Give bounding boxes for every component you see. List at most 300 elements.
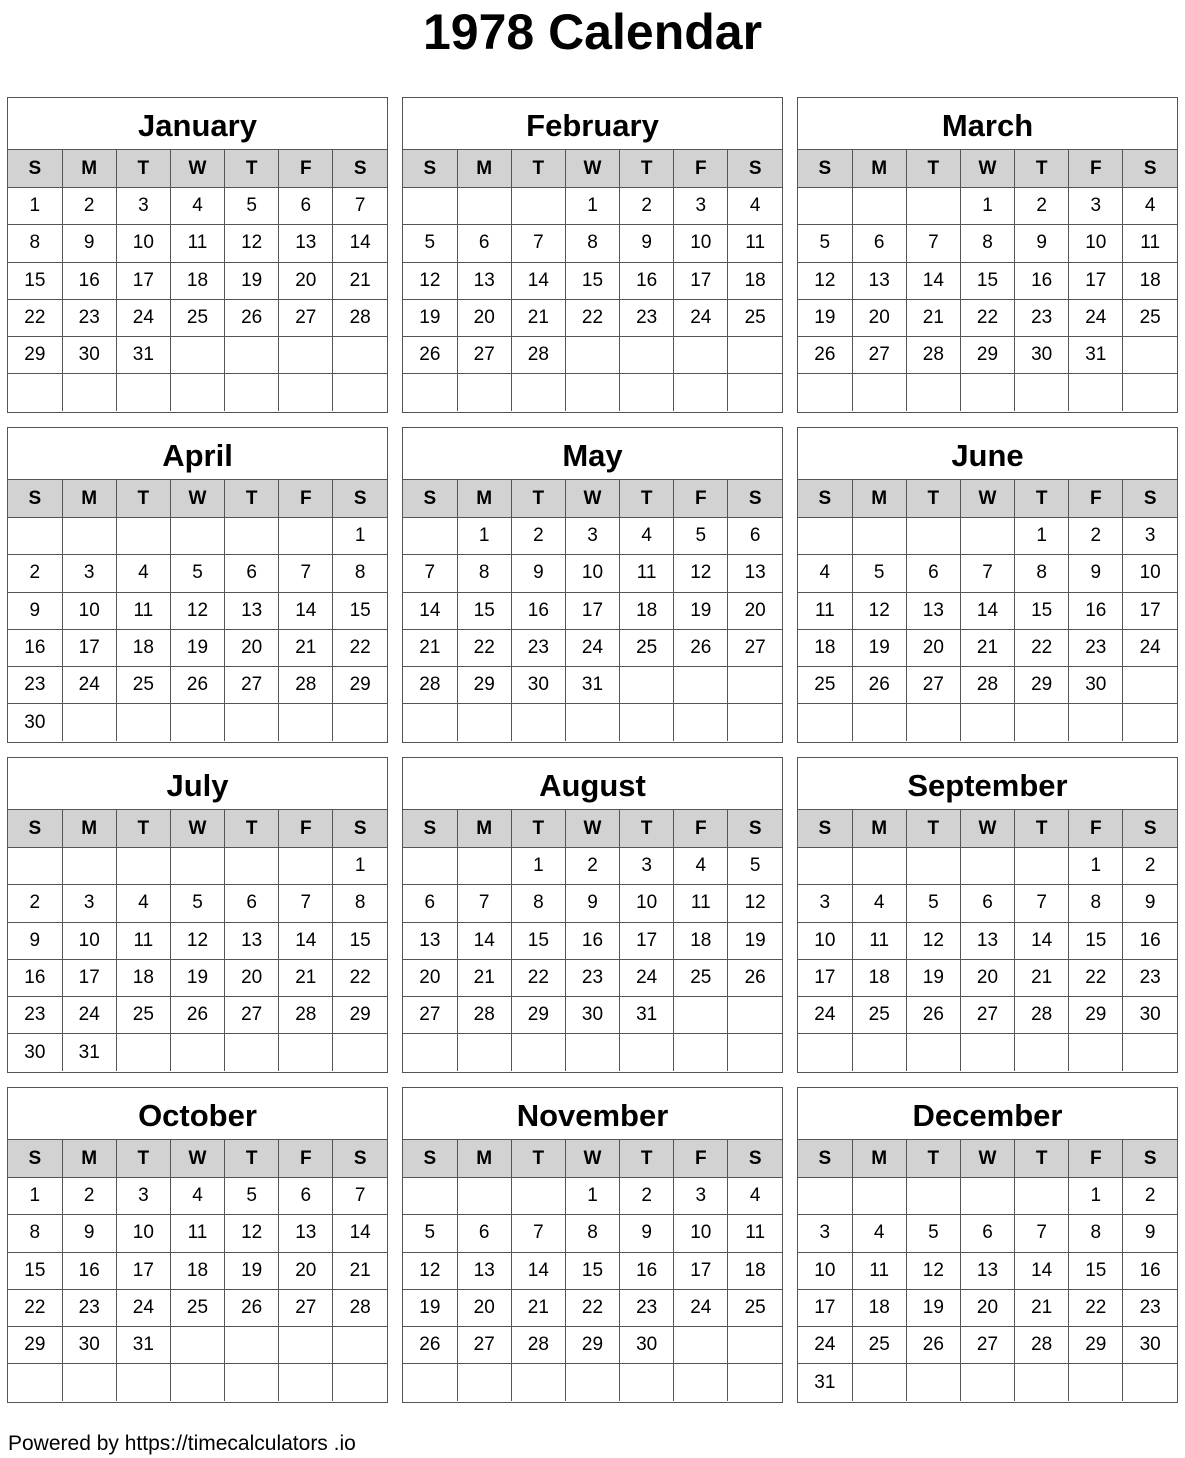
day-cell: 17 [565,592,619,629]
week-row [798,518,1177,555]
page-title: 1978 Calendar [422,4,763,60]
day-cell: 24 [798,1327,852,1364]
day-cell: 27 [728,629,782,666]
day-cell [225,337,279,374]
day-cell: 26 [403,337,457,374]
day-cell [906,848,960,885]
day-cell: 6 [225,555,279,592]
day-cell: 15 [960,262,1014,299]
day-cell [225,518,279,555]
weekday-header: T [511,480,565,518]
day-cell: 30 [8,704,62,741]
day-cell [170,1327,224,1364]
day-cell: 28 [960,667,1014,704]
day-cell: 13 [457,262,511,299]
week-row [403,299,782,336]
day-cell: 28 [403,667,457,704]
weekday-header: W [960,480,1014,518]
month-title: January [8,98,387,150]
day-cell [674,1364,728,1401]
day-cell [1015,1364,1069,1401]
day-cell: 17 [674,262,728,299]
week-row [8,299,387,336]
day-cell: 2 [620,1178,674,1215]
month-title: April [8,428,387,480]
day-cell: 30 [62,337,116,374]
week-row [403,262,782,299]
day-cell: 16 [1015,262,1069,299]
week-row [403,885,782,922]
week-row [798,667,1177,704]
day-cell: 26 [225,299,279,336]
month-january [7,97,388,413]
day-cell: 19 [403,299,457,336]
day-cell: 22 [1015,629,1069,666]
day-cell: 1 [333,848,387,885]
day-cell [620,704,674,741]
weekday-header: T [906,810,960,848]
weekday-header: S [333,1140,387,1178]
day-cell: 2 [511,518,565,555]
day-cell [1069,1364,1123,1401]
day-cell [457,374,511,411]
day-cell: 28 [511,1327,565,1364]
day-cell [1123,337,1177,374]
weekday-header: F [1069,150,1123,188]
week-row [798,374,1177,411]
weekday-header: M [852,150,906,188]
week-row [8,262,387,299]
day-cell: 14 [511,262,565,299]
day-cell [1123,1034,1177,1071]
week-row [798,848,1177,885]
day-cell: 2 [8,555,62,592]
day-cell: 7 [403,555,457,592]
day-cell: 14 [333,225,387,262]
week-row [8,1178,387,1215]
day-cell: 11 [798,592,852,629]
day-cell: 8 [565,225,619,262]
weekday-header-row [403,1140,782,1178]
week-row [403,848,782,885]
day-cell: 9 [620,225,674,262]
day-cell: 30 [1123,997,1177,1034]
weekday-header: S [728,480,782,518]
day-cell: 26 [852,667,906,704]
day-cell: 24 [62,997,116,1034]
day-cell [728,1034,782,1071]
weekday-header-row [798,480,1177,518]
day-cell: 2 [8,885,62,922]
day-cell: 4 [798,555,852,592]
day-cell: 19 [906,959,960,996]
weekday-header: W [960,1140,1014,1178]
weekday-header: S [728,810,782,848]
day-cell: 16 [511,592,565,629]
day-cell: 3 [1069,188,1123,225]
day-cell: 25 [620,629,674,666]
weekday-header: T [1015,480,1069,518]
day-cell: 7 [1015,885,1069,922]
day-cell: 28 [1015,997,1069,1034]
weekday-header: T [116,150,170,188]
day-cell: 27 [279,299,333,336]
day-cell: 14 [906,262,960,299]
day-cell [403,1364,457,1401]
day-cell: 7 [333,1178,387,1215]
day-cell: 12 [674,555,728,592]
weekday-header-row [798,810,1177,848]
day-cell: 6 [279,1178,333,1215]
day-cell [565,704,619,741]
day-cell: 24 [62,667,116,704]
day-cell: 30 [620,1327,674,1364]
day-cell: 31 [798,1364,852,1401]
weekday-header: F [279,810,333,848]
weekday-header: S [1123,1140,1177,1178]
day-cell [62,704,116,741]
day-cell: 31 [62,1034,116,1071]
day-cell: 8 [565,1215,619,1252]
weekday-header: M [457,810,511,848]
day-cell [279,848,333,885]
day-cell [674,1034,728,1071]
day-cell: 10 [1123,555,1177,592]
day-cell: 7 [279,555,333,592]
day-cell: 22 [457,629,511,666]
day-cell [960,1034,1014,1071]
week-row [403,922,782,959]
day-cell: 31 [620,997,674,1034]
day-cell [906,1034,960,1071]
week-row [8,885,387,922]
day-cell: 22 [8,1289,62,1326]
weekday-header: M [62,810,116,848]
day-cell: 2 [1123,1178,1177,1215]
day-cell [565,374,619,411]
day-cell: 2 [565,848,619,885]
weekday-header: T [511,810,565,848]
day-cell [170,518,224,555]
week-row [8,592,387,629]
day-cell: 9 [1069,555,1123,592]
day-cell: 20 [960,959,1014,996]
day-cell: 29 [457,667,511,704]
day-cell: 31 [565,667,619,704]
week-row [798,629,1177,666]
day-cell: 16 [62,262,116,299]
day-cell [565,1364,619,1401]
day-cell: 12 [906,1252,960,1289]
day-cell [457,704,511,741]
day-cell [225,1327,279,1364]
day-cell: 4 [728,1178,782,1215]
day-cell [116,704,170,741]
day-cell: 20 [279,1252,333,1289]
weekday-header: T [1015,810,1069,848]
day-cell: 9 [1015,225,1069,262]
day-cell: 11 [170,225,224,262]
day-cell: 8 [1069,885,1123,922]
weekday-header: T [511,150,565,188]
weekday-header: M [62,150,116,188]
weekday-header: W [170,1140,224,1178]
day-cell: 14 [279,592,333,629]
weekday-header: T [906,1140,960,1178]
weekday-header: S [403,810,457,848]
weekday-header: M [62,480,116,518]
day-cell: 13 [403,922,457,959]
weekday-header: S [333,810,387,848]
weekday-header: S [798,1140,852,1178]
day-cell: 14 [1015,1252,1069,1289]
weekday-header: T [1015,150,1069,188]
day-cell: 1 [333,518,387,555]
day-cell: 22 [333,629,387,666]
day-cell: 28 [333,299,387,336]
week-row [798,1215,1177,1252]
week-row [798,262,1177,299]
weekday-header-row [403,810,782,848]
day-cell [279,337,333,374]
day-cell: 22 [565,1289,619,1326]
day-cell: 28 [1015,1327,1069,1364]
day-cell: 19 [170,959,224,996]
day-cell: 23 [62,1289,116,1326]
day-cell: 6 [960,885,1014,922]
week-row [8,997,387,1034]
day-cell [170,374,224,411]
day-cell [674,1327,728,1364]
day-cell [906,188,960,225]
day-cell: 21 [906,299,960,336]
day-cell: 15 [333,592,387,629]
day-cell [511,1178,565,1215]
day-cell: 22 [960,299,1014,336]
day-cell [674,997,728,1034]
weekday-header: F [279,480,333,518]
day-cell [1015,848,1069,885]
week-row [8,225,387,262]
day-cell: 9 [511,555,565,592]
day-cell [798,1178,852,1215]
week-row [8,922,387,959]
week-row [798,337,1177,374]
month-day-table [8,480,387,741]
day-cell: 18 [674,922,728,959]
day-cell: 14 [403,592,457,629]
day-cell: 19 [403,1289,457,1326]
day-cell [798,518,852,555]
day-cell: 11 [852,1252,906,1289]
day-cell: 6 [457,225,511,262]
day-cell: 15 [1015,592,1069,629]
day-cell: 13 [728,555,782,592]
day-cell: 2 [62,1178,116,1215]
day-cell: 5 [798,225,852,262]
day-cell: 15 [8,262,62,299]
week-row [403,1289,782,1326]
day-cell: 8 [8,1215,62,1252]
day-cell [457,1034,511,1071]
week-row [8,704,387,741]
day-cell [906,518,960,555]
month-title: December [798,1088,1177,1140]
week-row [798,997,1177,1034]
day-cell: 25 [798,667,852,704]
day-cell [170,1364,224,1401]
day-cell: 18 [170,1252,224,1289]
day-cell: 26 [906,1327,960,1364]
day-cell: 29 [511,997,565,1034]
day-cell: 14 [960,592,1014,629]
day-cell: 4 [116,885,170,922]
day-cell: 10 [1069,225,1123,262]
day-cell: 25 [170,299,224,336]
day-cell [728,1364,782,1401]
day-cell: 11 [116,922,170,959]
day-cell: 18 [852,1289,906,1326]
day-cell: 6 [457,1215,511,1252]
week-row [8,1215,387,1252]
day-cell [116,374,170,411]
month-day-table [8,150,387,411]
month-title: March [798,98,1177,150]
day-cell: 27 [279,1289,333,1326]
month-title: July [8,758,387,810]
day-cell: 2 [62,188,116,225]
day-cell: 7 [457,885,511,922]
weekday-header: W [170,810,224,848]
day-cell: 2 [1069,518,1123,555]
day-cell: 8 [960,225,1014,262]
day-cell: 27 [225,997,279,1034]
day-cell: 20 [225,629,279,666]
weekday-header: S [403,150,457,188]
day-cell: 24 [674,299,728,336]
weekday-header: W [565,480,619,518]
weekday-header: S [8,150,62,188]
day-cell: 21 [1015,959,1069,996]
weekday-header: F [674,810,728,848]
day-cell: 3 [62,885,116,922]
day-cell [674,704,728,741]
day-cell: 23 [620,1289,674,1326]
weekday-header: T [116,810,170,848]
day-cell [333,337,387,374]
day-cell: 10 [798,922,852,959]
day-cell: 24 [674,1289,728,1326]
week-row [403,704,782,741]
day-cell: 10 [674,225,728,262]
day-cell: 5 [728,848,782,885]
day-cell: 1 [565,188,619,225]
day-cell: 30 [1069,667,1123,704]
day-cell [674,374,728,411]
weekday-header: T [620,480,674,518]
weekday-header: S [8,480,62,518]
day-cell: 7 [960,555,1014,592]
day-cell: 12 [225,1215,279,1252]
day-cell: 4 [728,188,782,225]
day-cell: 29 [8,337,62,374]
day-cell: 4 [116,555,170,592]
day-cell: 3 [116,188,170,225]
day-cell: 23 [1015,299,1069,336]
weekday-header: M [62,1140,116,1178]
week-row [8,667,387,704]
day-cell: 18 [170,262,224,299]
day-cell [1015,1034,1069,1071]
day-cell: 4 [852,885,906,922]
weekday-header: S [728,150,782,188]
weekday-header: W [960,150,1014,188]
day-cell: 15 [565,1252,619,1289]
day-cell: 8 [333,555,387,592]
day-cell [906,1364,960,1401]
day-cell [279,1327,333,1364]
day-cell: 20 [279,262,333,299]
weekday-header: F [674,150,728,188]
day-cell: 26 [170,997,224,1034]
day-cell: 5 [170,555,224,592]
weekday-header: T [225,480,279,518]
day-cell: 19 [798,299,852,336]
day-cell [565,337,619,374]
day-cell [798,1034,852,1071]
weekday-header: T [225,810,279,848]
day-cell [225,374,279,411]
day-cell: 23 [1069,629,1123,666]
day-cell: 28 [906,337,960,374]
day-cell: 16 [1123,922,1177,959]
day-cell: 25 [170,1289,224,1326]
week-row [403,374,782,411]
weekday-header: F [1069,1140,1123,1178]
day-cell: 6 [852,225,906,262]
week-row [798,555,1177,592]
day-cell: 23 [8,667,62,704]
day-cell [728,997,782,1034]
day-cell: 14 [333,1215,387,1252]
day-cell: 24 [565,629,619,666]
day-cell: 27 [960,997,1014,1034]
day-cell: 21 [279,629,333,666]
weekday-header: S [798,480,852,518]
day-cell: 28 [457,997,511,1034]
day-cell: 10 [674,1215,728,1252]
weekday-header: W [565,810,619,848]
day-cell: 8 [8,225,62,262]
day-cell: 12 [798,262,852,299]
week-row [403,337,782,374]
day-cell [457,188,511,225]
day-cell [225,1364,279,1401]
month-day-table [403,480,782,741]
week-row [798,299,1177,336]
day-cell [960,704,1014,741]
day-cell: 23 [565,959,619,996]
day-cell [403,704,457,741]
day-cell: 15 [1069,1252,1123,1289]
weekday-header: T [116,480,170,518]
week-row [798,592,1177,629]
day-cell: 24 [620,959,674,996]
day-cell [333,1364,387,1401]
day-cell: 10 [620,885,674,922]
day-cell: 4 [1123,188,1177,225]
day-cell: 19 [728,922,782,959]
